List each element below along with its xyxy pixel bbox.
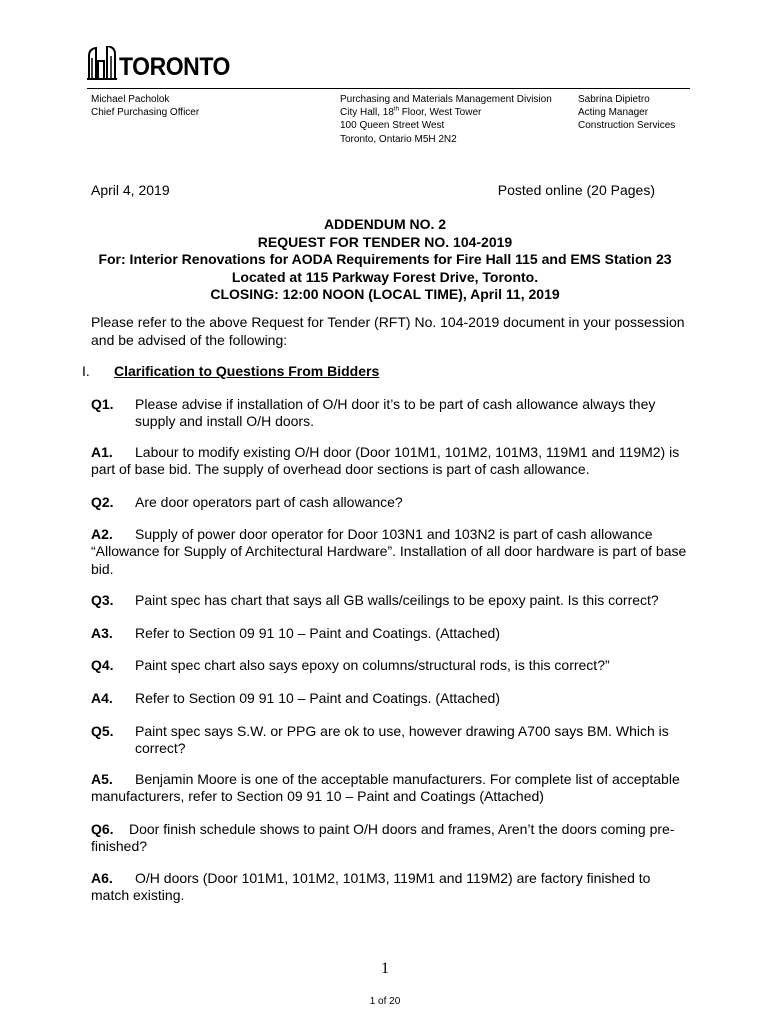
qa-label: Q4. [91,657,114,673]
manager-department: Construction Services [578,120,676,132]
answer-4 [91,690,691,707]
letterhead-rule [87,88,690,89]
posted-note: Posted online (20 Pages) [497,182,655,198]
question-4 [91,657,691,674]
qa-text: Please advise if installation of O/H door it’s to be part of cash allowance always they supply and install O/H doors. [135,396,656,430]
qa-text: Benjamin Moore is one of the acceptable manufacturers. For complete list of acceptable manufacturers, refer to Section 09 91 10 – Paint and Coatings (Attached) [91,771,680,805]
title-line-5: CLOSING: 12:00 NOON (LOCAL TIME), April 11, 2019 [210,286,560,303]
title-line-2: REQUEST FOR TENDER NO. 104-2019 [257,233,513,250]
letterhead-right [578,93,675,133]
qa-label: Q2. [91,494,114,510]
page-number: 1 [381,960,389,977]
answer-2 [91,526,691,578]
title-line-1: ADDENDUM NO. 2 [323,216,447,232]
address-line: City Hall, 18th Floor, West Tower [340,106,482,119]
qa-label: A3. [91,625,113,641]
qa-label: A1. [91,444,113,460]
qa-label: Q6. [91,821,114,837]
letterhead-middle [340,93,552,146]
answer-1 [91,444,691,479]
officer-name: Michael Pacholok [91,94,170,105]
qa-label: A2. [91,526,113,542]
question-2 [91,494,691,511]
officer-title: Chief Purchasing Officer [91,107,200,119]
manager-name: Sabrina Dipietro [578,94,650,105]
qa-text: Labour to modify existing O/H door (Door 101M1, 101M2, 101M3, 119M1 and 119M2) is part of base bid. The supply of overhead door sections is part of cash allowance. [91,444,680,478]
question-1 [91,396,691,432]
qa-text: Refer to Section 09 91 10 – Paint and Coatings. (Attached) [135,690,501,706]
qa-text: Are door operators part of cash allowance? [135,494,403,510]
date-line [91,182,655,198]
section-number: I. [82,363,90,379]
qa-text: Refer to Section 09 91 10 – Paint and Coatings. (Attached) [135,625,501,641]
city-logo [87,46,240,80]
letterhead-left [91,93,199,119]
answer-5 [91,771,691,806]
qa-text: Door finish schedule shows to paint O/H doors and frames, Aren’t the doors coming pre-finished? [91,821,675,855]
city-line: Toronto, Ontario M5H 2N2 [340,133,457,145]
qa-text: Paint spec has chart that says all GB walls/ceilings to be epoxy paint. Is this correct? [135,592,659,608]
qa-text: Paint spec chart also says epoxy on columns/structural rods, is this correct?” [135,657,610,673]
section-title: Clarification to Questions From Bidders [114,363,380,379]
question-3 [91,592,691,609]
qa-label: A4. [91,690,113,706]
qa-label: A6. [91,870,113,886]
qa-label: Q1. [91,396,114,412]
question-5 [91,723,691,759]
qa-text: O/H doors (Door 101M1, 101M2, 101M3, 119M1 and 119M2) are factory finished to match existing. [91,870,651,904]
manager-title: Acting Manager [578,107,649,119]
city-wordmark: TORONTO [119,53,230,81]
question-6 [91,821,691,856]
title-line-3: For: Interior Renovations for AODA Requirements for Fire Hall 115 and EMS Station 23 [98,251,672,268]
street-line: 100 Queen Street West [340,120,445,132]
answer-3 [91,625,691,642]
qa-label: Q5. [91,723,114,739]
document-date: April 4, 2019 [91,182,170,198]
addendum-title [0,216,770,304]
answer-6 [91,870,691,905]
intro-paragraph: Please refer to the above Request for Tender (RFT) No. 104-2019 document in your possession and be advised of the following: [91,314,685,348]
title-line-4: Located at 115 Parkway Forest Drive, Toronto. [231,268,539,285]
qa-text: Paint spec says S.W. or PPG are ok to use, however drawing A700 says BM. Which is correct? [135,723,669,757]
qa-label: Q3. [91,592,114,608]
division-name: Purchasing and Materials Management Division [340,94,552,105]
qa-label: A5. [91,771,113,787]
city-hall-icon [87,46,117,80]
qa-text: Supply of power door operator for Door 103N1 and 103N2 is part of cash allowance “Allowance for Supply of Architectural Hardware”. Installation of all door hardware is part of base bid. [91,526,687,577]
page-count: 1 of 20 [369,996,401,1007]
